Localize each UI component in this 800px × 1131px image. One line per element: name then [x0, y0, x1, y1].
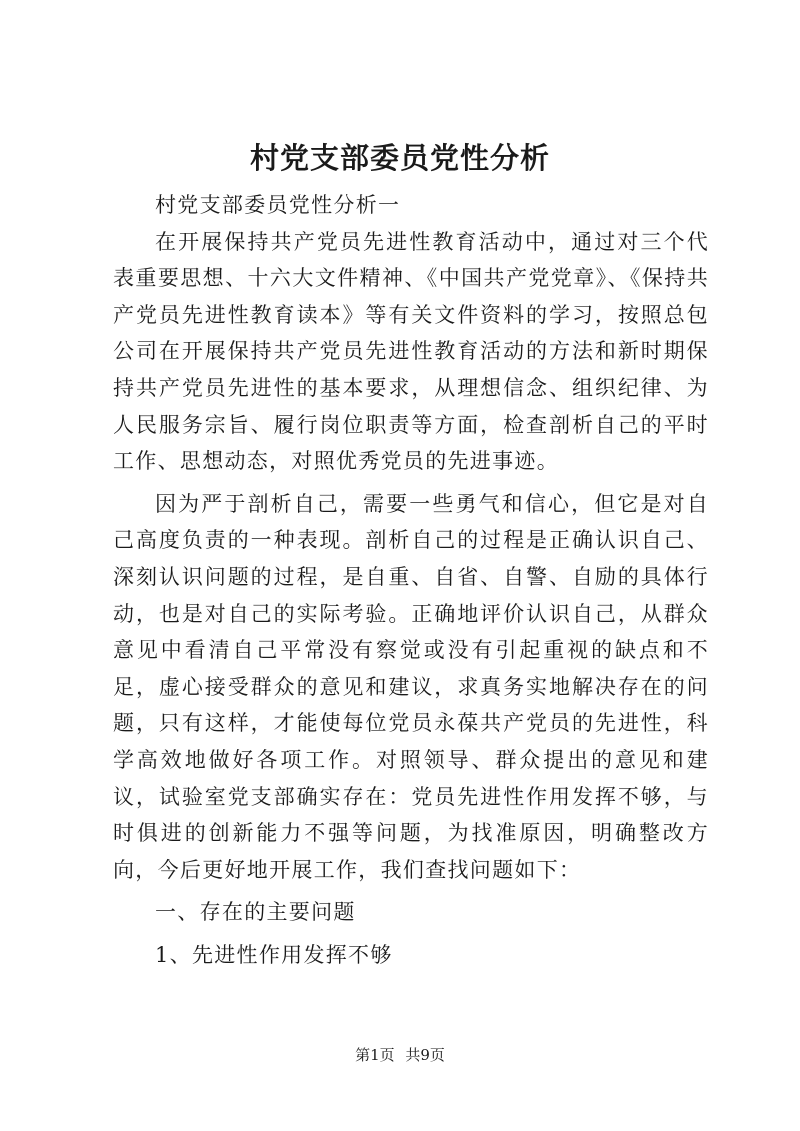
section-heading: 一、存在的主要问题 — [155, 900, 356, 925]
document-title: 村党支部委员党性分析 — [249, 141, 550, 175]
paragraph: 在开展保持共产党员先进性教育活动中，通过对三个代表重要思想、十六大文件精神、《中国共产党党章》、《保持共产党员先进性教育读本》等有关文件资料的学习，按照总包公司在开展保持共产党员先进性教育活动的方法和新时期保持共产党员先进性的基本要求，从理想信念、组织纪律、为人民服务宗旨、履行岗位职责等方面，检查剖析自己的平时工作、思想动态，对照优秀党员的先进事迹。 — [113, 229, 709, 474]
page-total: 共9页 — [405, 1046, 445, 1064]
page-footer — [0, 1045, 800, 1065]
document-body — [113, 187, 709, 973]
item-heading: 1、先进性作用发挥不够 — [155, 942, 393, 967]
page-number: 第1页 — [355, 1046, 395, 1064]
document-subtitle: 村党支部委员党性分析一 — [155, 193, 401, 217]
paragraph: 因为严于剖析自己，需要一些勇气和信心，但它是对自己高度负责的一种表现。剖析自己的过程是正确认识自己、深刻认识问题的过程，是自重、自省、自警、自励的具体行动，也是对自己的实际考验。正确地评价认识自己，从群众意见中看清自己平常没有察觉或没有引起重视的缺点和不足，虚心接受群众的意见和建议，求真务实地解决存在的问题，只有这样，才能使每位党员永葆共产党员的先进性，科学高效地做好各项工作。对照领导、群众提出的意见和建议，试验室党支部确实存在：党员先进性作用发挥不够，与时俱进的创新能力不强等问题，为找准原因，明确整改方向，今后更好地开展工作，我们查找问题如下： — [113, 491, 709, 882]
